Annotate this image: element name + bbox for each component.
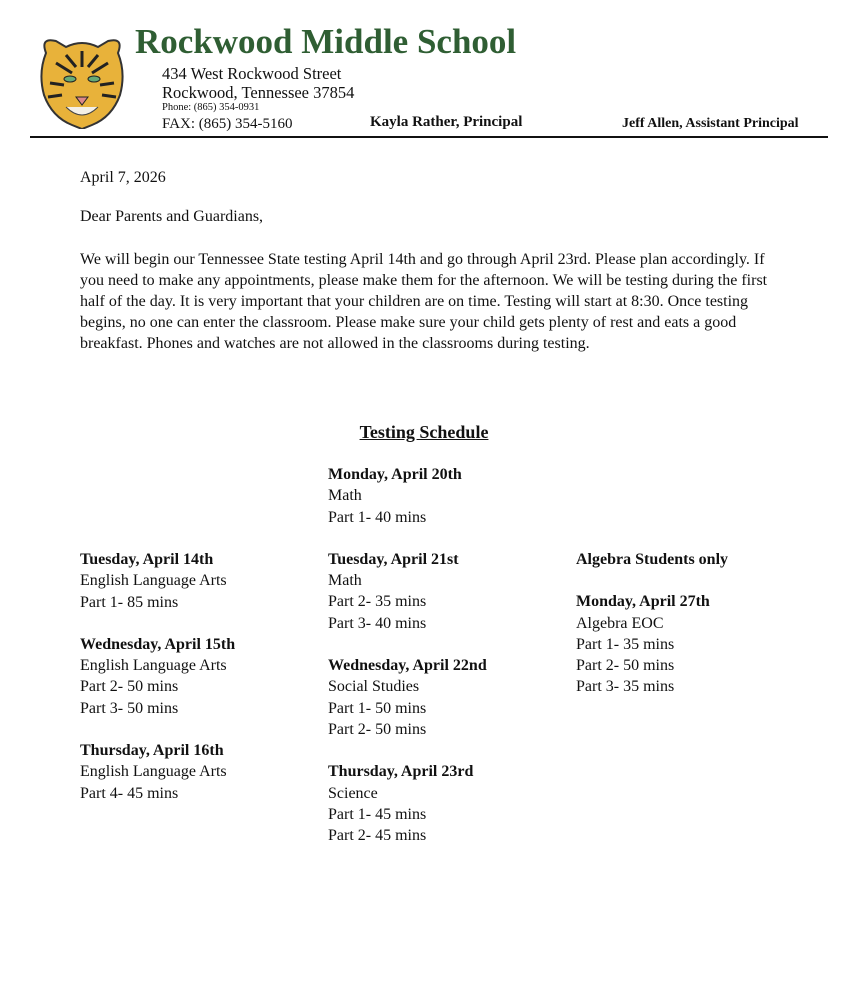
schedule-entry	[80, 549, 235, 613]
entry-line: Part 2- 50 mins	[328, 720, 427, 738]
address-line1: 434 West Rockwood Street	[162, 64, 342, 83]
entry-line: Part 3- 35 mins	[576, 678, 675, 696]
entry-line: Part 1- 85 mins	[80, 593, 179, 611]
entry-line: Part 2- 45 mins	[328, 827, 427, 845]
entry-line: Part 1- 40 mins	[328, 508, 427, 526]
schedule-column-right	[576, 549, 728, 698]
entry-line: Math	[328, 572, 362, 590]
tiger-logo	[36, 33, 128, 129]
entry-line: Part 2- 50 mins	[576, 657, 675, 675]
day-heading: Wednesday, April 15th	[80, 635, 236, 653]
schedule-entry	[328, 549, 487, 634]
fax: FAX: (865) 354-5160	[162, 116, 293, 132]
schedule-column-middle	[328, 464, 487, 846]
address-line2: Rockwood, Tennessee 37854	[162, 83, 355, 102]
schedule-title: Testing Schedule	[359, 422, 489, 442]
letter-date: April 7, 2026	[80, 169, 166, 186]
algebra-heading: Algebra Students only	[576, 551, 729, 568]
entry-line: Algebra EOC	[576, 614, 664, 632]
entry-line: English Language Arts	[80, 572, 227, 590]
day-heading: Monday, April 20th	[328, 466, 462, 483]
entry-line: Social Studies	[328, 678, 420, 696]
entry-line: Part 1- 35 mins	[576, 635, 675, 653]
day-heading: Thursday, April 16th	[80, 742, 224, 760]
schedule-entry	[328, 464, 487, 528]
day-heading: Wednesday, April 22nd	[328, 657, 487, 675]
entry-line: Part 3- 50 mins	[80, 699, 179, 717]
salutation: Dear Parents and Guardians,	[80, 208, 264, 225]
phone: Phone: (865) 354-0931	[162, 102, 260, 113]
day-heading: Monday, April 27th	[576, 593, 710, 611]
header-divider	[30, 136, 828, 138]
entry-line: Part 4- 45 mins	[80, 784, 179, 802]
entry-line: Math	[328, 487, 362, 505]
entry-line: English Language Arts	[80, 763, 227, 781]
entry-line: Part 2- 50 mins	[80, 678, 179, 696]
day-heading: Tuesday, April 14th	[80, 551, 214, 568]
entry-line: Part 1- 50 mins	[328, 699, 427, 717]
schedule-entry	[328, 655, 487, 740]
schedule-column-left	[80, 549, 235, 804]
schedule-entry	[328, 761, 487, 846]
entry-line: Science	[328, 784, 378, 802]
entry-line: Part 3- 40 mins	[328, 614, 427, 632]
assistant-principal: Jeff Allen, Assistant Principal	[622, 116, 799, 131]
principal: Kayla Rather, Principal	[370, 114, 523, 130]
entry-line: Part 1- 45 mins	[328, 805, 427, 823]
entry-line: Part 2- 35 mins	[328, 593, 427, 611]
entry-line: English Language Arts	[80, 657, 227, 675]
letter-body: We will begin our Tennessee State testing April 14th and go through April 23rd. Please plan accordingly. If you need to make any appointments, please make them for the afternoon. We will be testing during the first half of the day. It is very important that your children are on time. Testing will start at 8:30. Once testing begins, no one can enter the classroom. Please make sure your child gets plenty of rest and eats a good breakfast. Phones and watches are not allowed in the classrooms during testing.	[80, 251, 768, 352]
schedule-entry	[80, 634, 235, 719]
day-heading: Thursday, April 23rd	[328, 763, 474, 781]
schedule-entry	[576, 591, 728, 697]
day-heading: Tuesday, April 21st	[328, 550, 459, 568]
school-name: Rockwood Middle School	[135, 22, 517, 61]
schedule-entry	[80, 740, 235, 804]
